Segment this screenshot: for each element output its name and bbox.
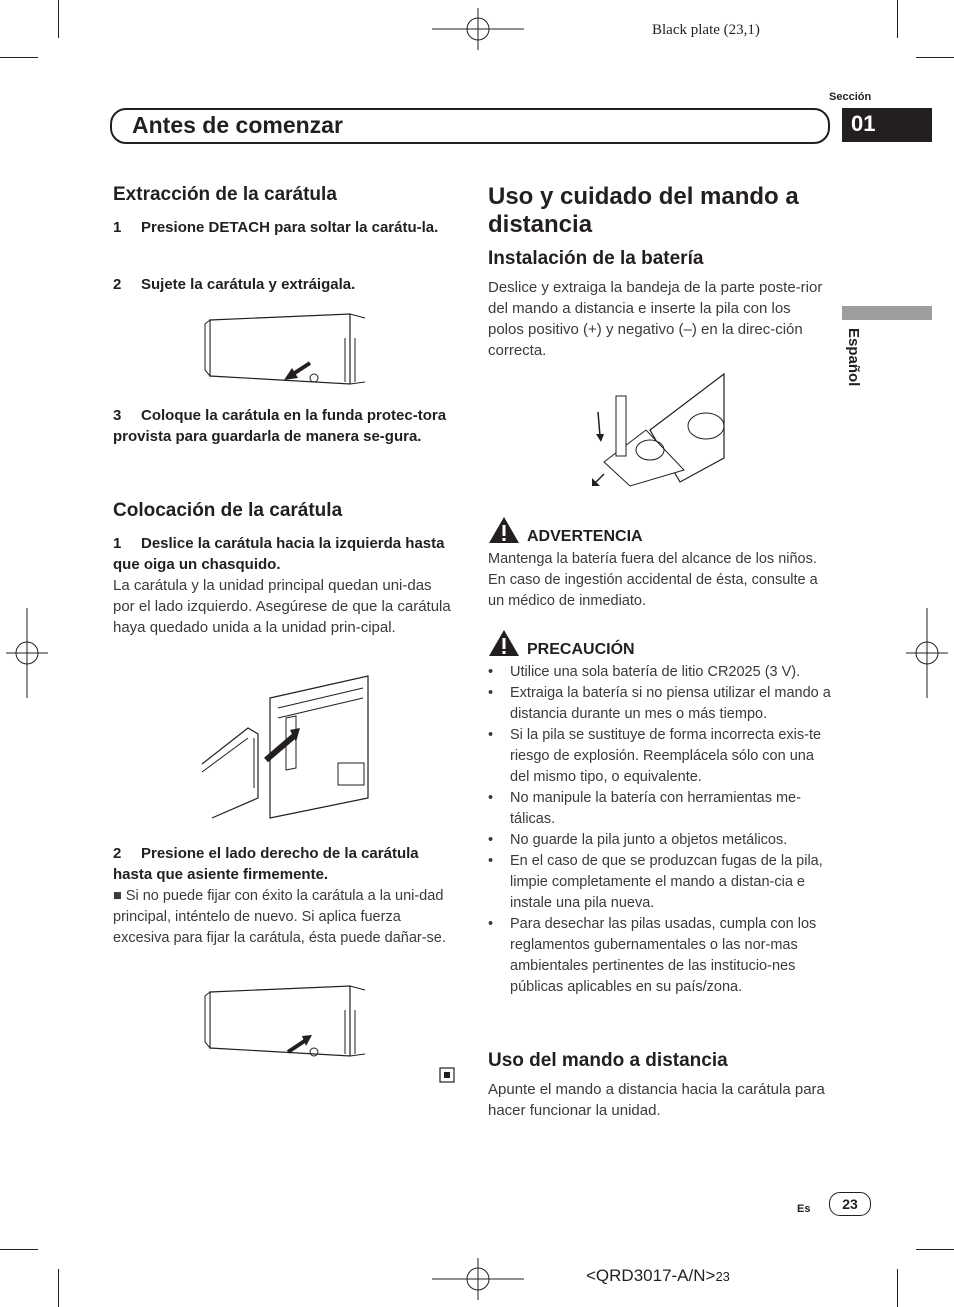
caution-list [488,662,832,998]
heading-colocacion: Colocación de la carátula [113,500,343,521]
registration-mark-icon [906,608,948,698]
section-number: 01 [851,111,876,136]
caution-item: • No manipule la batería con herramientas me-tálicas. [488,788,832,830]
footer-code-num: 23 [715,1269,730,1284]
col-step-2 [113,843,453,885]
registration-mark-icon [432,1258,524,1300]
footer-code [586,1266,730,1286]
heading-uso-mando: Uso del mando a distancia [488,1050,728,1071]
faceplate-press-illustration [200,978,370,1062]
heading-instalacion: Instalación de la batería [488,248,704,269]
crop-mark [58,1269,59,1307]
step-text: Deslice la carátula hacia la izquierda hasta que oiga un chasquido. [113,535,445,573]
crop-mark [916,1249,954,1250]
crop-mark [897,1269,898,1307]
caution-item: • No guarde la pila junto a objetos metálicos. [488,830,832,851]
registration-mark-icon [6,608,48,698]
inst-body: Deslice y extraiga la bandeja de la parte poste-rior del mando a distancia e inserte la pila con los polos positivo (+) y negativo (–) en la direc-ción correcta. [488,279,823,359]
heading-uso-cuidado: Uso y cuidado del mando a distancia [488,183,799,238]
step-text: Sujete la carátula y extráigala. [141,276,356,293]
heading-extraccion: Extracción de la carátula [113,184,337,205]
faceplate-attach-illustration [198,668,370,824]
language-label: Español [845,328,862,387]
caution-item: • Para desechar las pilas usadas, cumpla con los reglamentos gubernamentales o las nor-mas ambientales pertinentes de las institucio-nes públicas aplicables en su país/zona. [488,914,832,998]
step-number: 2 [113,276,122,293]
end-of-section-icon [439,1067,455,1083]
caution-item: • Extraiga la batería si no piensa utilizar el mando a distancia durante un mes o más tiempo. [488,683,832,725]
step-text: Presione DETACH para soltar la carátu-la. [141,219,439,236]
step-number: 1 [113,535,122,552]
step-text: Presione el lado derecho de la carátula hasta que asiente firmemente. [113,845,419,883]
battery-installation-illustration [590,370,730,490]
section-number-badge [842,108,932,142]
page-number: 23 [829,1192,871,1216]
faceplate-removal-illustration [200,308,370,388]
step-number: 2 [113,845,122,862]
language-tab [842,306,932,320]
registration-mark-icon [432,8,524,50]
crop-mark [0,1249,38,1250]
col-body: La carátula y la unidad principal quedan uni-das por el lado izquierdo. Asegúrese de que la carátula haya quedado unida a la unidad prin-cipal. [113,577,451,636]
uso-body: Apunte el mando a distancia hacia la carátula para hacer funcionar la unidad. [488,1081,825,1119]
col-note: ■ Si no puede fijar con éxito la carátula a la uni-dad principal, inténtelo de nuevo. Si aplica fuerza excesiva para fijar la carátula, ésta puede dañar-se. [113,888,446,946]
step-number: 1 [113,219,122,236]
plate-label: Black plate (23,1) [652,22,760,38]
warning-triangle-icon [488,516,520,544]
warning-title: ADVERTENCIA [527,528,643,545]
ext-step-1 [113,217,453,238]
ext-step-2 [113,274,453,295]
footer-code-text: <QRD3017-A/N> [586,1266,716,1285]
col-step-1 [113,533,453,575]
ext-step-3 [113,405,453,447]
step-number: 3 [113,407,122,424]
caution-title: PRECAUCIÓN [527,641,635,658]
section-label: Sección [829,91,872,103]
step-text: Coloque la carátula en la funda protec-tora provista para guardarla de manera se-gura. [113,407,447,445]
warning-body: Mantenga la batería fuera del alcance de los niños. En caso de ingestión accidental de ésta, consulte a un médico de inmediato. [488,551,818,609]
caution-item: • Si la pila se sustituye de forma incorrecta exis-te riesgo de explosión. Reemplácela sólo con una del mismo tipo, o equivalente. [488,725,832,788]
section-title: Antes de comenzar [132,112,343,138]
crop-mark [897,0,898,38]
crop-mark [58,0,59,38]
crop-mark [916,57,954,58]
section-title-bar [110,108,830,144]
caution-triangle-icon [488,629,520,657]
page-language: Es [797,1203,811,1215]
caution-item: • Utilice una sola batería de litio CR2025 (3 V). [488,662,832,683]
caution-item: • En el caso de que se produzcan fugas de la pila, limpie completamente el mando a distan-cia e instale una pila nueva. [488,851,832,914]
crop-mark [0,57,38,58]
